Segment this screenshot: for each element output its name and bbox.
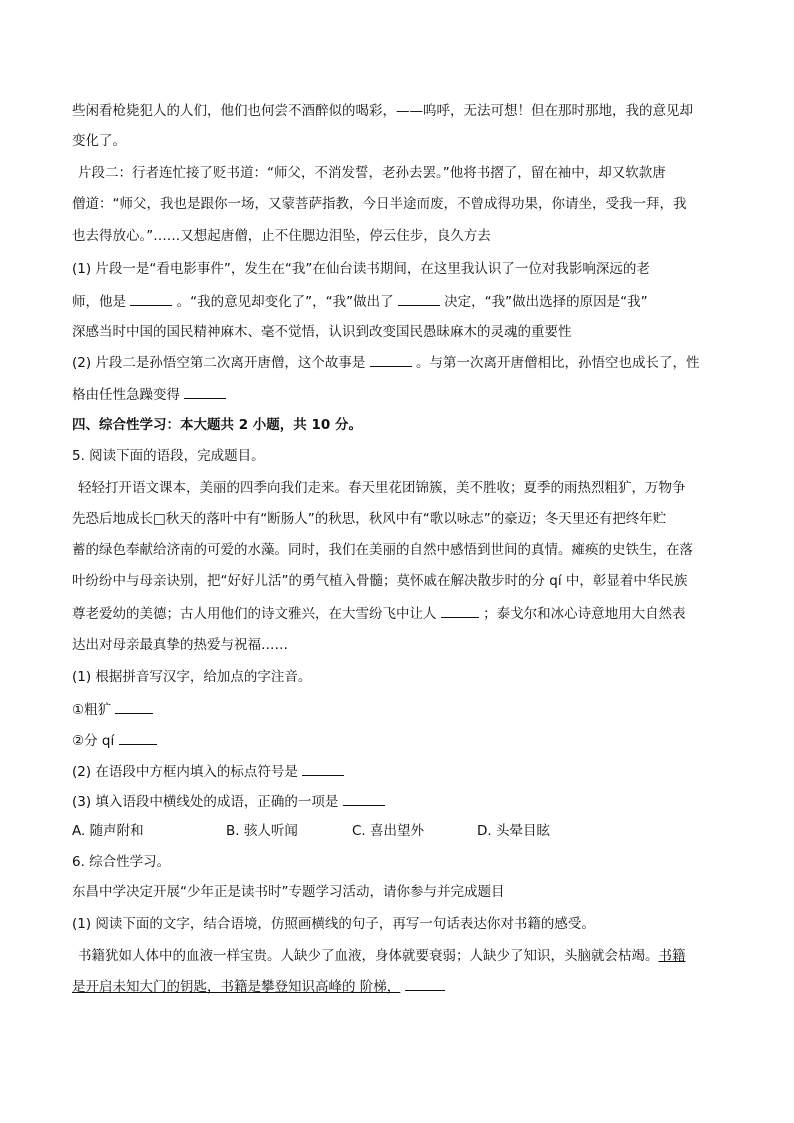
subquestion	[72, 730, 157, 751]
text-segment: 格由任性急躁变得	[72, 387, 180, 403]
answer-blank[interactable]	[115, 699, 153, 714]
text-segment: ①粗犷	[72, 702, 112, 718]
text-segment: 。与第一次离开唐僧相比，孙悟空也成长了，性	[416, 355, 700, 371]
option-c[interactable]: C. 喜出望外	[352, 823, 425, 839]
subquestion	[72, 791, 385, 812]
answer-blank[interactable]	[343, 791, 385, 806]
answer-blank[interactable]	[398, 291, 440, 306]
prompt-line	[78, 946, 686, 966]
text-segment: (3) 填入语段中横线处的成语，正确的一项是	[72, 794, 339, 810]
section-heading: 四、综合性学习：本大题共 2 小题，共 10 分。	[72, 417, 362, 433]
text-segment: (2) 片段二是孙悟空第二次离开唐僧，这个故事是	[72, 355, 366, 371]
passage-line: 蓄的绿色奉献给济南的可爱的水藻。同时，我们在美丽的自然中感悟到世间的真情。瘫痪的史铁生，在落	[72, 542, 693, 558]
text-line: 也去得放心。”……又想起唐僧，止不住腮边泪坠，停云住步，良久方去	[72, 228, 491, 244]
text-segment: 师，他是	[72, 294, 126, 310]
passage-line	[72, 603, 686, 624]
excerpt-two-line: 片段二：行者连忙接了贬书道：“师父，不消发誓，老孙去罢。”他将书摺了，留在袖中，却又软款唐	[78, 165, 666, 181]
option-a[interactable]: A. 随声附和	[72, 823, 144, 839]
passage-line: 先恐后地成长□秋天的落叶中有“断肠人”的秋思，秋风中有“歌以咏志”的豪迈；冬天里还有把终年贮	[72, 511, 667, 527]
underlined-text: 是开启未知大门的钥匙，书籍是攀登知识高峰的 阶梯，	[72, 979, 401, 995]
option-d[interactable]: D. 头晕目眩	[477, 823, 550, 839]
answer-blank[interactable]	[370, 352, 412, 367]
text-segment: ；泰戈尔和冰心诗意地用大自然表	[483, 606, 686, 622]
text-segment: 。“我的意见却变化了”，“我”做出了	[176, 294, 394, 310]
question-6-title: 6. 综合性学习。	[72, 854, 171, 870]
text-line: 变化了。	[72, 133, 126, 149]
question-1-line	[72, 291, 648, 312]
subquestion	[72, 761, 344, 782]
question-5-title: 5. 阅读下面的语段，完成题目。	[72, 448, 265, 464]
text-line: 些闲看枪毙犯人的人们，他们也何尝不酒醉似的喝彩，——呜呼，无法可想！但在那时那地，我的意见却	[72, 103, 693, 119]
text-line: 深感当时中国的国民精神麻木、毫不觉悟，认识到改变国民愚昧麻木的灵魂的重要性	[72, 324, 572, 340]
text-segment: 尊老爱幼的美德；古人用他们的诗文雅兴，在大雪纷飞中让人	[72, 606, 437, 622]
text-segment: 书籍犹如人体中的血液一样宝贵。人缺少了血液，身体就要衰弱；人缺少了知识，头脑就会枯竭。	[78, 948, 659, 964]
passage-line: 轻轻打开语文课本，美丽的四季向我们走来。春天里花团锦簇，美不胜收；夏季的雨热烈粗犷，万物争	[78, 480, 686, 496]
answer-blank[interactable]	[405, 976, 445, 991]
passage-line: 叶纷纷中与母亲诀别，把“好好儿活”的勇气植入骨髓；莫怀戚在解决散步时的分 qí 中，彰显着中华民族	[72, 573, 688, 589]
text-segment: ②分 qí	[72, 733, 115, 749]
question-2-line	[72, 384, 226, 405]
subquestion	[72, 699, 153, 720]
text-segment: 决定，“我”做出选择的原因是“我”	[444, 294, 648, 310]
text-line: 僧道：“师父，我也是跟你一场，又蒙菩萨指教，今日半途而废，不曾成得功果，你请坐，受我一拜，我	[72, 196, 687, 212]
option-b[interactable]: B. 骇人听闻	[226, 823, 298, 839]
subquestion: (1) 根据拼音写汉字，给加点的字注音。	[72, 669, 312, 685]
passage-line: 达出对母亲最真挚的热爱与祝福……	[72, 637, 288, 653]
underlined-text: 书籍	[658, 948, 686, 964]
answer-blank[interactable]	[130, 291, 172, 306]
answer-blank[interactable]	[441, 603, 479, 618]
text-segment: (2) 在语段中方框内填入的标点符号是	[72, 764, 298, 780]
question-6-intro: 东昌中学决定开展“少年正是读书时”专题学习活动，请你参与并完成题目	[72, 884, 505, 900]
question-2-line	[72, 352, 700, 373]
question-1-line: (1) 片段一是“看电影事件”，发生在“我”在仙台读书期间，在这里我认识了一位对我影响深远的老	[72, 261, 650, 277]
subquestion: (1) 阅读下面的文字，结合语境，仿照画横线的句子，再写一句话表达你对书籍的感受。	[72, 916, 595, 932]
prompt-line	[72, 976, 445, 997]
answer-blank[interactable]	[184, 384, 226, 399]
answer-blank[interactable]	[302, 761, 344, 776]
answer-blank[interactable]	[119, 730, 157, 745]
